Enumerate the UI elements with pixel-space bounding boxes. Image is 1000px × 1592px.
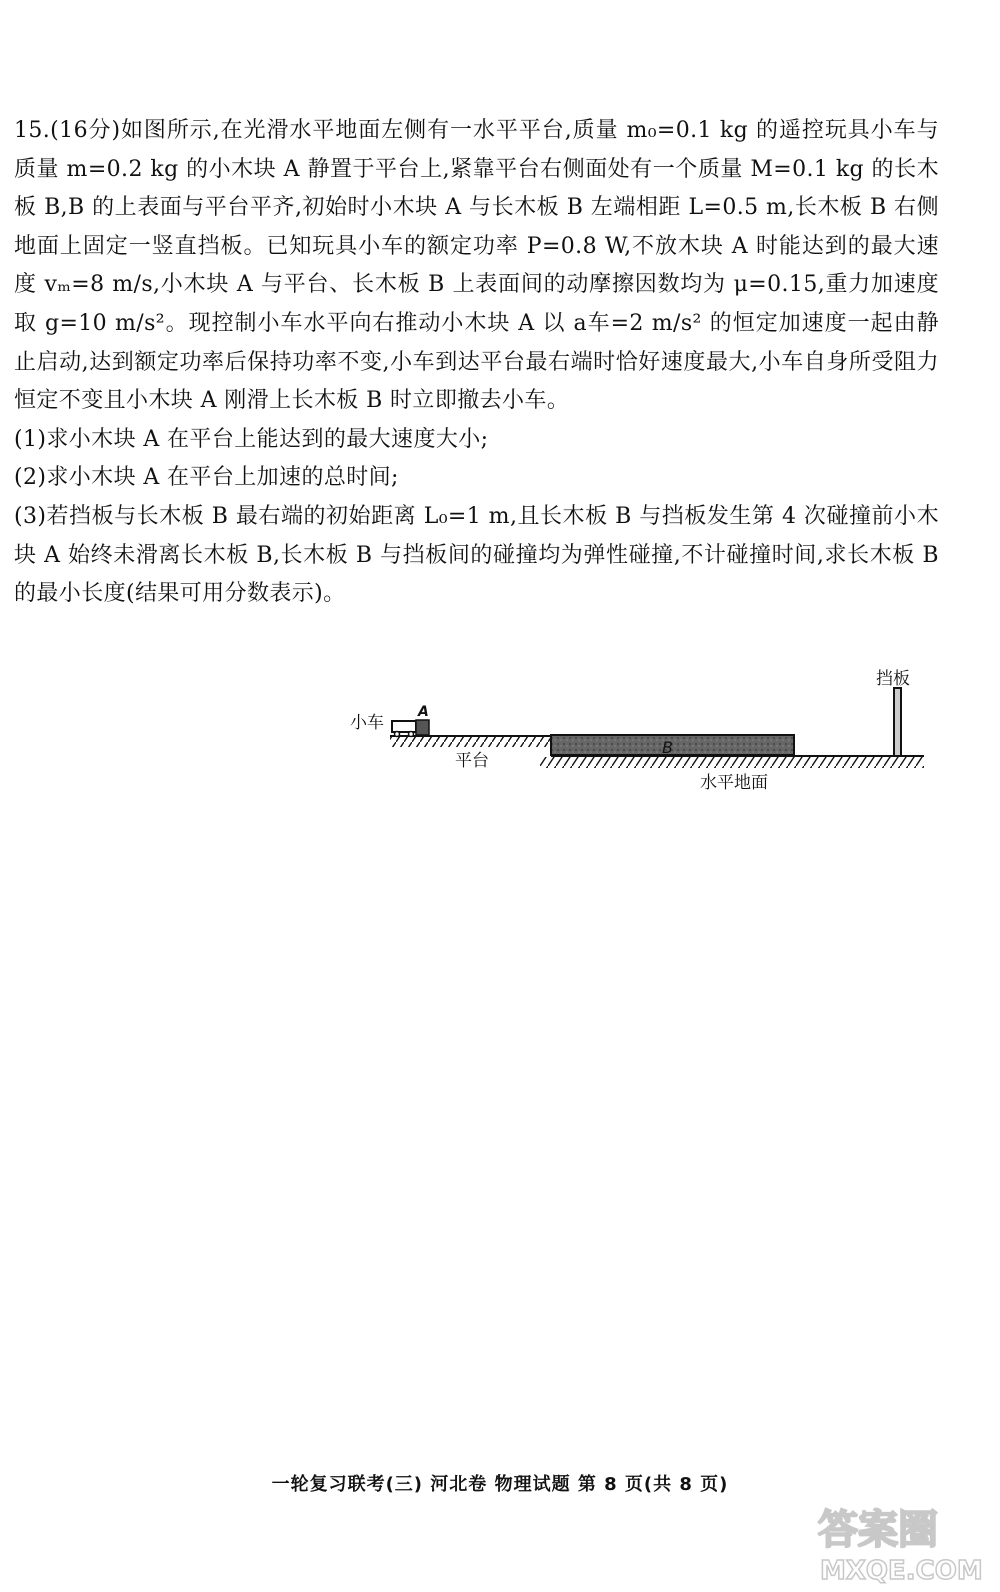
physics-diagram	[340, 658, 940, 798]
car-wheel-left	[395, 732, 400, 737]
question-2: (2)求小木块 A 在平台上加速的总时间;	[14, 465, 399, 491]
platform-hatch	[390, 737, 550, 747]
svg-text:答案圈: 答案圈	[818, 1507, 938, 1553]
question-1: (1)求小木块 A 在平台上能达到的最大速度大小;	[14, 426, 489, 452]
page-footer: 一轮复习联考(三) 河北卷 物理试题 第 8 页(共 8 页)	[271, 1474, 729, 1495]
svg-text:MXQE.COM: MXQE.COM	[820, 1556, 983, 1585]
car-body	[392, 721, 416, 732]
problem-15	[14, 112, 939, 614]
block-a-label: A	[418, 704, 429, 720]
ground-label: 水平地面	[700, 773, 768, 793]
question-3: (3)若挡板与长木板 B 最右端的初始距离 L₀=1 m,且长木板 B 与挡板发生第 4 次碰撞前小木块 A 始终未滑离长木板 B,长木板 B 与挡板间的碰撞均为弹性碰撞,不计碰撞时间,求长木板 B 的最小长度(结果可用分数表示)。	[14, 503, 939, 607]
car-wheel-right	[409, 732, 414, 737]
ground-hatch	[540, 757, 924, 768]
platform-label: 平台	[455, 751, 489, 771]
block-a	[416, 720, 429, 735]
car-label: 小车	[350, 713, 384, 733]
board-b-label: B	[662, 738, 673, 757]
watermark-logo	[810, 1495, 990, 1585]
wall-label: 挡板	[876, 669, 910, 689]
problem-intro: 15.(16分)如图所示,在光滑水平地面左侧有一水平平台,质量 m₀=0.1 kg 的遥控玩具小车与质量 m=0.2 kg 的小木块 A 静置于平台上,紧靠平台右侧面处有一个质量 M=0.1 kg 的长木板 B,B 的上表面与平台平齐,初始时小木块 A 与长木板 B 左端相距 L=0.5 m,长木板 B 右侧地面上固定一竖直挡板。已知玩具小车的额定功率 P=0.8 W,不放木块 A 时能达到的最大速度 vₘ=8 m/s,小木块 A 与平台、长木板 B 上表面间的动摩擦因数均为 μ=0.15,重力加速度取 g=10 m/s²。现控制小车水平向右推动小木块 A 以 a车=2 m/s² 的恒定加速度一起由静止启动,达到额定功率后保持功率不变,小车到达平台最右端时恰好速度最大,小车自身所受阻力恒定不变且小木块 A 刚滑上长木板 B 时立即撤去小车。	[14, 118, 939, 414]
diagram-svg	[340, 658, 940, 798]
wall	[894, 688, 901, 756]
